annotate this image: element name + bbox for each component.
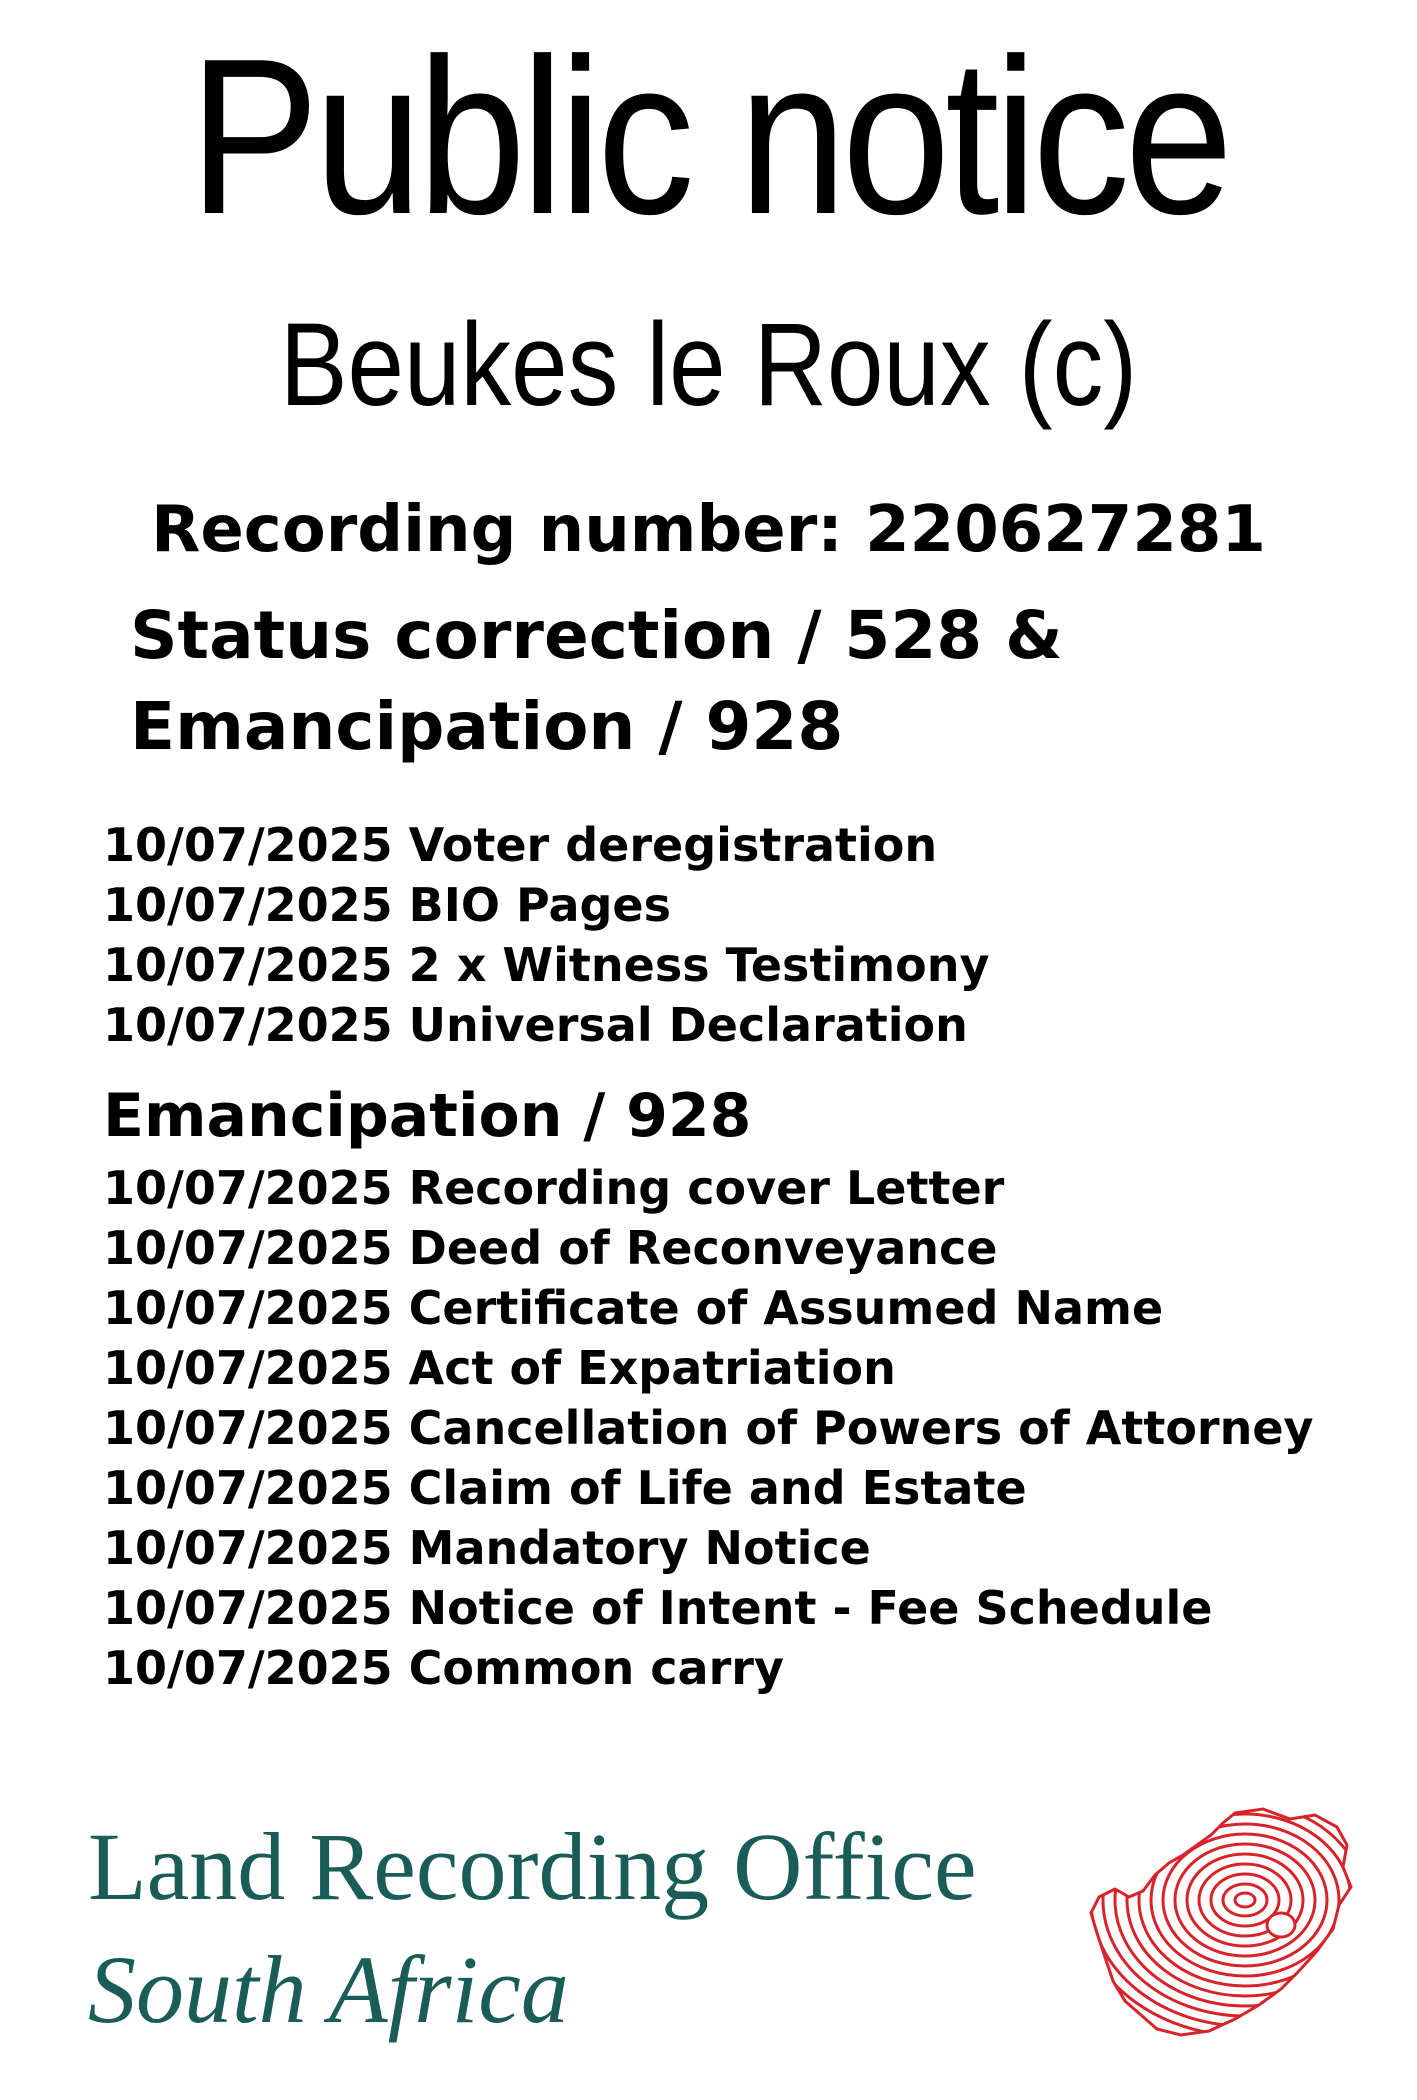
status-heading: [130, 590, 1063, 772]
status-correction-list: [103, 815, 989, 1055]
office-country: South Africa: [88, 1936, 569, 2043]
status-heading-line-1: Status correction / 528 &: [130, 597, 1063, 674]
list-item: 10/07/2025 Common carry: [103, 1641, 784, 1695]
list-item: 10/07/2025 BIO Pages: [103, 878, 671, 932]
status-heading-line-2: Emancipation / 928: [130, 688, 844, 765]
list-item: 10/07/2025 Recording cover Letter: [103, 1161, 1005, 1215]
list-item: 10/07/2025 Deed of Reconveyance: [103, 1221, 998, 1275]
list-item: 10/07/2025 Mandatory Notice: [103, 1521, 871, 1575]
list-item: 10/07/2025 2 x Witness Testimony: [103, 938, 990, 992]
notice-title: Public notice: [188, 13, 1229, 261]
recording-number: Recording number: 220627281: [151, 493, 1266, 567]
emancipation-list: [103, 1158, 1314, 1698]
south-africa-fingerprint-map-icon: [1085, 1805, 1360, 2040]
list-item: 10/07/2025 Cancellation of Powers of Attorney: [103, 1401, 1314, 1455]
list-item: 10/07/2025 Notice of Intent - Fee Schedule: [103, 1581, 1213, 1635]
list-item: 10/07/2025 Claim of Life and Estate: [103, 1461, 1027, 1515]
notice-subtitle: Beukes le Roux (c): [279, 299, 1138, 431]
list-item: 10/07/2025 Voter deregistration: [103, 818, 938, 872]
list-item: 10/07/2025 Act of Expatriation: [103, 1341, 896, 1395]
office-name: Land Recording Office: [88, 1813, 977, 1920]
list-item: 10/07/2025 Certificate of Assumed Name: [103, 1281, 1164, 1335]
list-item: 10/07/2025 Universal Declaration: [103, 998, 968, 1052]
emancipation-heading: Emancipation / 928: [103, 1081, 752, 1151]
